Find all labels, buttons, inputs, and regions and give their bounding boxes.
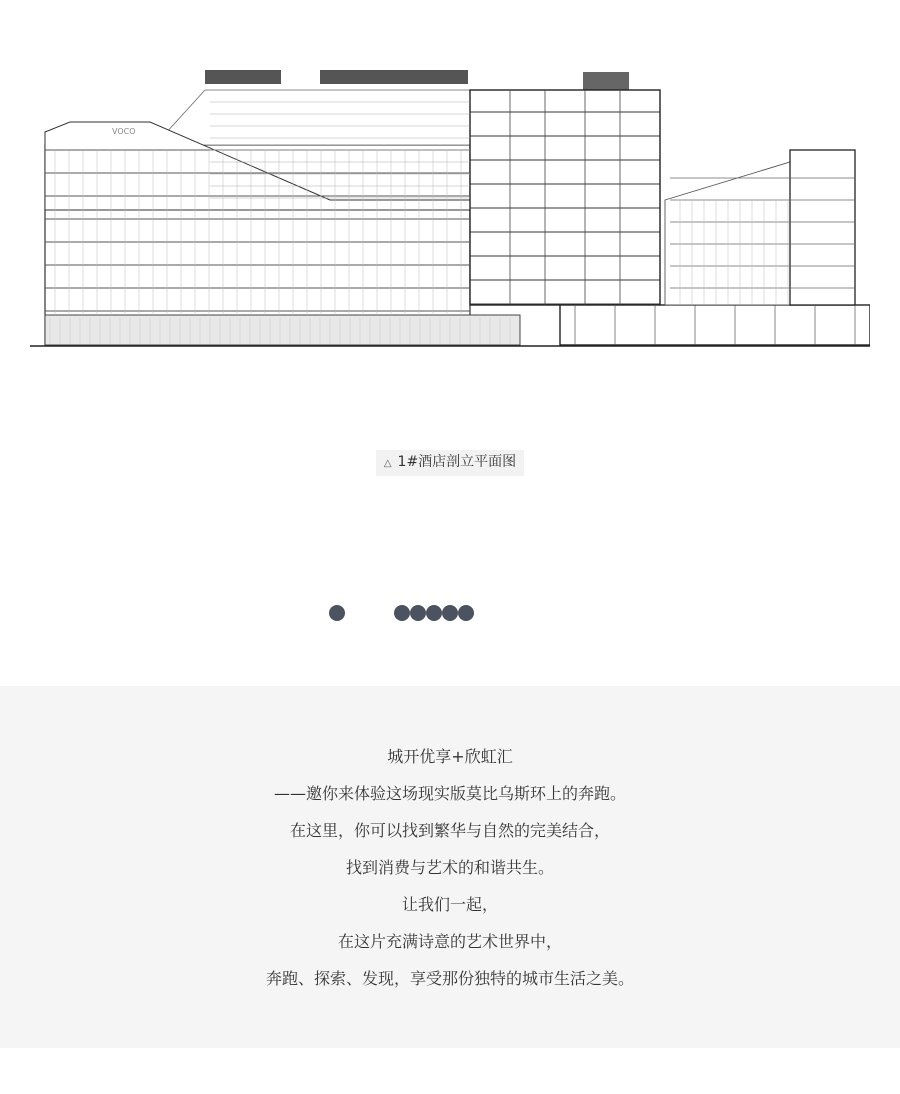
carousel-dot[interactable] — [410, 605, 426, 621]
central-tower — [470, 90, 660, 305]
roof-plant-3 — [583, 72, 629, 92]
roof-plant-2 — [320, 70, 468, 84]
podium-block — [45, 315, 520, 345]
right-tower — [790, 150, 855, 305]
carousel-dot[interactable] — [426, 605, 442, 621]
elevation-svg — [30, 50, 870, 360]
caption-box — [376, 450, 524, 476]
signage-text: VOCO — [112, 127, 136, 136]
caption-text: 1#酒店剖立平面图 — [397, 454, 517, 470]
article-line: 在这里，你可以找到繁华与自然的完美结合， — [289, 821, 610, 840]
roof-plant-1 — [205, 70, 281, 84]
carousel-dot[interactable] — [394, 605, 410, 621]
article-line: 找到消费与艺术的和谐共生。 — [345, 858, 554, 877]
figure-caption — [0, 450, 900, 476]
carousel-dot[interactable] — [442, 605, 458, 621]
article-line: 奔跑、探索、发现，享受那份独特的城市生活之美。 — [265, 969, 634, 988]
carousel-dot[interactable] — [458, 605, 474, 621]
article-line: 城开优享+欣虹汇 — [387, 747, 513, 766]
article-line: ——邀你来体验这场现实版莫比乌斯环上的奔跑。 — [273, 784, 626, 803]
back-stepped-block — [155, 90, 470, 145]
carousel-dots[interactable] — [0, 604, 900, 622]
triangle-icon: △ — [383, 458, 392, 469]
article-line: 在这片充满诗意的艺术世界中， — [337, 932, 562, 951]
article-line: 让我们一起， — [401, 895, 498, 914]
article-panel — [0, 686, 900, 1048]
article-lines — [0, 746, 900, 1005]
hotel-section-drawing — [30, 50, 870, 360]
lower-section — [560, 305, 870, 345]
carousel-dot-active[interactable] — [329, 605, 345, 621]
